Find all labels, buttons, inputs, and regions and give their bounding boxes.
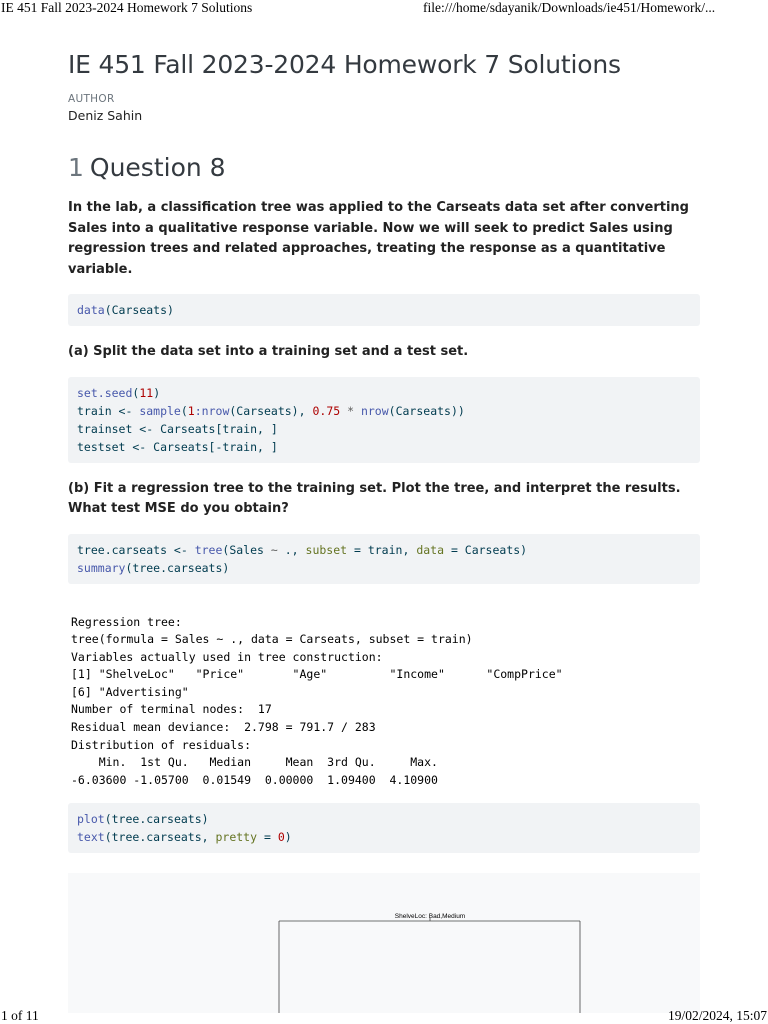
root-split-label: ShelveLoc: Bad,Medium <box>394 913 466 921</box>
code-token: (Carseats) <box>104 303 174 317</box>
code-token: nrow <box>201 403 230 418</box>
output-line: Number of terminal nodes: 17 <box>71 702 272 717</box>
code-token: = Carseats) <box>444 542 528 557</box>
code-block-tree <box>68 534 700 584</box>
code-token: nrow <box>360 403 389 418</box>
author-label: AUTHOR <box>68 93 115 105</box>
question-intro: In the lab, a classification tree was applied to the Carseats data set after converting Sales into a qualitative response variable. Now we will seek to predict Sales using regression trees and related approaches, treating the response as a quantitative variable. <box>68 200 689 277</box>
output-line: Regression tree: <box>71 614 182 629</box>
code-token: ( <box>132 385 140 400</box>
code-token: subset <box>305 542 348 557</box>
code-token: data <box>416 542 445 557</box>
print-footer <box>0 1008 768 1024</box>
console-output <box>68 614 700 790</box>
code-token: (Carseats), <box>229 403 313 418</box>
code-token: testset <- Carseats[-train, ] <box>77 439 278 454</box>
code-token: plot <box>77 812 105 827</box>
code-token: trainset <- Carseats[train, ] <box>77 421 278 436</box>
code-token: (tree.carseats) <box>104 812 209 827</box>
code-token: ., <box>277 542 306 557</box>
code-token: summary <box>77 560 126 575</box>
code-block-plot <box>68 803 700 853</box>
output-line: [1] "ShelveLoc" "Price" "Age" "Income" "CompPrice" <box>71 667 563 682</box>
code-token: text <box>77 830 105 845</box>
print-datetime: 19/02/2024, 15:07 <box>667 1008 767 1023</box>
code-token: ~ <box>270 542 278 557</box>
code-token: (tree.carseats, <box>104 830 216 845</box>
tree-plot <box>68 873 700 1013</box>
code-token: 1 <box>187 403 195 418</box>
code-token: = train, <box>347 542 417 557</box>
part-a-question: (a) Split the data set into a training set and a test set. <box>68 344 469 359</box>
output-line: -6.03600 -1.05700 0.01549 0.00000 1.09400 4.10900 <box>71 772 445 787</box>
code-token: (Sales <box>222 542 271 557</box>
output-line: [6] "Advertising" <box>71 684 189 699</box>
code-token: : <box>194 403 202 418</box>
section-number: 1 <box>68 153 84 182</box>
part-b-question: (b) Fit a regression tree to the training set. Plot the tree, and interpret the results. What test MSE do you obtain? <box>68 480 681 516</box>
print-header <box>0 0 768 18</box>
code-token: pretty <box>215 830 258 845</box>
page-title: IE 451 Fall 2023-2024 Homework 7 Solutions <box>68 50 621 79</box>
section-title: Question 8 <box>89 153 226 182</box>
code-token: (Carseats)) <box>388 403 465 418</box>
code-token: 11 <box>139 385 154 400</box>
code-token: train <- <box>77 403 140 418</box>
tree-plot-svg <box>68 873 700 1013</box>
author-name: Deniz Sahin <box>68 108 143 123</box>
code-token: ( <box>180 403 188 418</box>
print-header-title: IE 451 Fall 2023-2024 Homework 7 Solutions <box>1 0 253 15</box>
output-line: Variables actually used in tree construction: <box>71 649 383 664</box>
code-token: data <box>77 303 105 317</box>
code-token: ) <box>153 385 161 400</box>
code-token: sample <box>139 403 181 418</box>
code-token: 0.75 <box>312 403 341 418</box>
document-body <box>68 50 700 1013</box>
code-token: ) <box>284 830 292 845</box>
code-token: 0 <box>277 830 285 845</box>
output-line: tree(formula = Sales ~ ., data = Carseats, subset = train) <box>71 632 473 647</box>
print-header-url: file:///home/sdayanik/Downloads/ie451/Homework/... <box>423 0 716 15</box>
output-line: Min. 1st Qu. Median Mean 3rd Qu. Max. <box>71 755 445 770</box>
code-token: tree.carseats <- <box>77 542 195 557</box>
code-token: = <box>257 830 278 845</box>
code-token: (tree.carseats) <box>125 560 230 575</box>
code-token: * <box>340 403 361 418</box>
code-token: set.seed <box>77 385 133 400</box>
code-block-data <box>68 294 700 326</box>
code-token: tree <box>194 542 223 557</box>
section-heading <box>68 153 700 182</box>
page-count: 1 of 11 <box>1 1008 39 1023</box>
output-line: Distribution of residuals: <box>71 737 252 752</box>
code-block-split <box>68 377 700 463</box>
output-line: Residual mean deviance: 2.798 = 791.7 / 283 <box>71 720 376 735</box>
